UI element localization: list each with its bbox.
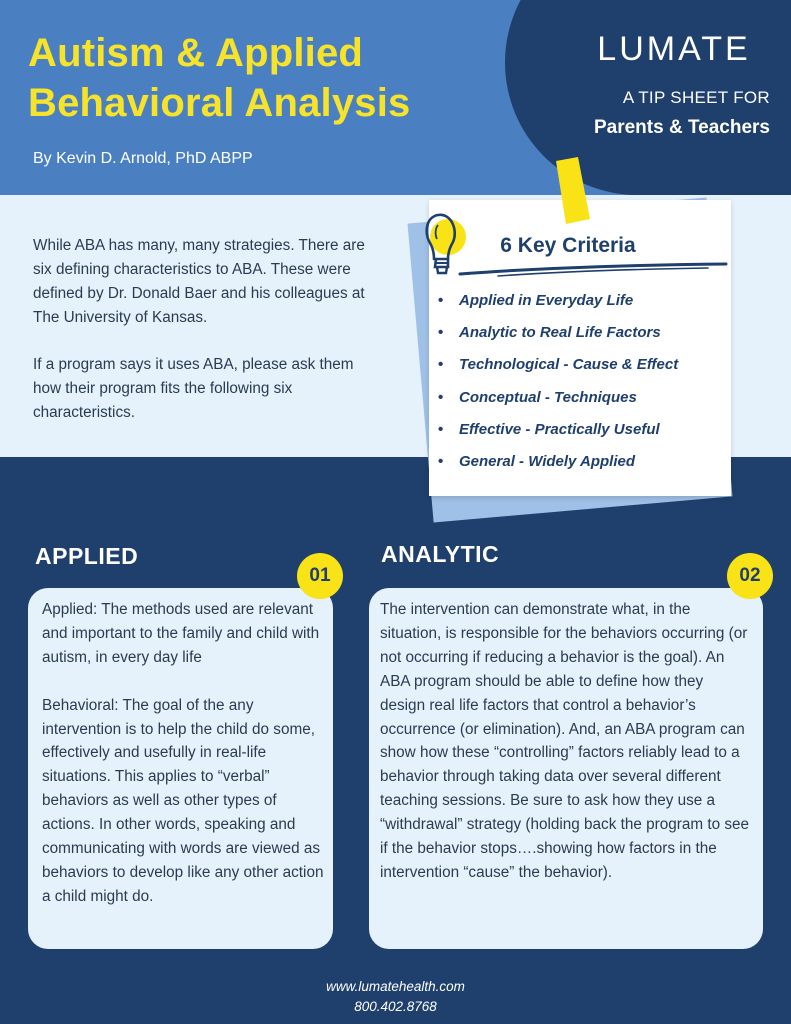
- logo-text: LUMATE: [597, 30, 751, 68]
- section-number-badge: 01: [297, 553, 343, 599]
- bullet: •: [438, 388, 444, 406]
- bullet: •: [438, 324, 444, 342]
- section-number-badge: 02: [727, 553, 773, 599]
- footer-website[interactable]: www.lumatehealth.com: [326, 979, 465, 994]
- tip-sheet-label: A TIP SHEET FOR: [622, 88, 770, 107]
- applied-paragraph-1: Applied: The methods used are relevant and important to the family and child with autism, in every day life: [42, 601, 320, 666]
- criteria-item: Effective - Practically Useful: [459, 420, 660, 438]
- author-byline: By Kevin D. Arnold, PhD ABPP: [33, 150, 253, 167]
- analytic-text: [380, 598, 750, 909]
- audience-label: Parents & Teachers: [593, 117, 770, 138]
- page-title: [28, 28, 498, 128]
- title-line-1: Autism & Applied: [28, 31, 364, 75]
- criteria-item: Analytic to Real Life Factors: [459, 324, 661, 342]
- list-item: [438, 387, 728, 419]
- criteria-title: 6 Key Criteria: [500, 234, 636, 257]
- section-heading-applied: APPLIED: [35, 543, 139, 569]
- bullet: •: [438, 420, 444, 438]
- criteria-item: General - Widely Applied: [459, 452, 636, 470]
- intro-text: [33, 234, 378, 448]
- applied-paragraph-2: Behavioral: The goal of the any intervention is to help the child do some, effectively and usefully in real-life situations. This applies to “verbal” behaviors as well as other types of actions. In other words, speaking and communicating with words are viewed as behaviors to develop like any other action a child might do.: [42, 696, 324, 905]
- applied-text: [42, 598, 326, 933]
- list-item: [438, 451, 728, 483]
- underline-swoosh: [458, 262, 730, 278]
- criteria-list: [438, 290, 728, 483]
- criteria-item: Technological - Cause & Effect: [459, 356, 679, 374]
- list-item: [438, 322, 728, 354]
- tape-icon: [552, 157, 592, 225]
- intro-paragraph-1: While ABA has many, many strategies. There are six defining characteristics to ABA. These were defined by Dr. Donald Baer and his colleagues at The University of Kansas.: [33, 237, 365, 326]
- criteria-item: Applied in Everyday Life: [459, 292, 634, 309]
- list-item: [438, 290, 728, 322]
- lumate-logo: [574, 26, 774, 72]
- footer-phone[interactable]: 800.402.8768: [354, 999, 437, 1014]
- bullet: •: [438, 292, 444, 309]
- title-line-2: Behavioral Analysis: [28, 81, 411, 125]
- list-item: [438, 419, 728, 451]
- bullet: •: [438, 452, 444, 470]
- analytic-paragraph-1: The intervention can demonstrate what, in the situation, is responsible for the behaviors occurring (or not occurring if reducing a behavior is the goal). An ABA program should be able to define how they design real life factors that control a behavior’s occurrence (or elimination). And, an ABA program can show how these “controlling” factors reliably lead to a behavior through taking data over several different teaching sessions. Be sure to ask how they use a “withdrawal” strategy (holding back the program to see if the behavior stops….showing how factors in the intervention “cause” the behavior).: [380, 601, 750, 881]
- criteria-item: Conceptual - Techniques: [459, 388, 637, 406]
- list-item: [438, 354, 728, 386]
- intro-paragraph-2: If a program says it uses ABA, please ask them how their program fits the following six characteristics.: [33, 356, 354, 421]
- bullet: •: [438, 356, 444, 374]
- section-heading-analytic: ANALYTIC: [381, 541, 500, 567]
